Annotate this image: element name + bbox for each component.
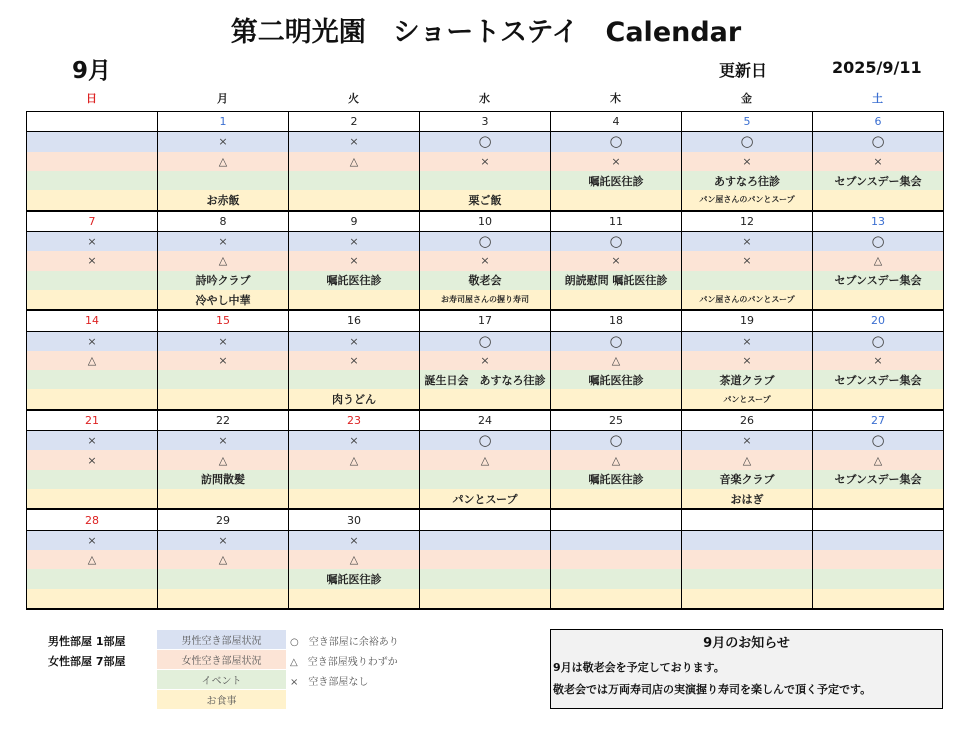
day-cell xyxy=(813,411,944,511)
male-vacancy-status xyxy=(27,132,157,151)
day-cell xyxy=(27,212,158,312)
female-vacancy-status: × xyxy=(551,152,681,171)
day-event: 嘱託医往診 xyxy=(551,370,681,389)
male-vacancy-status: × xyxy=(27,332,157,351)
day-date xyxy=(682,510,812,530)
male-vacancy-status: × xyxy=(289,332,419,351)
day-date xyxy=(27,112,157,132)
day-event: 朗読慰問 嘱託医往診 xyxy=(551,271,681,290)
female-vacancy-status xyxy=(420,550,550,569)
day-cell xyxy=(420,212,551,312)
day-date: 4 xyxy=(551,112,681,132)
day-date: 19 xyxy=(682,311,812,331)
day-date: 14 xyxy=(27,311,157,331)
day-date: 9 xyxy=(289,212,419,232)
legend-event: イベント xyxy=(157,670,286,689)
day-meal xyxy=(551,290,681,309)
male-vacancy-status: × xyxy=(27,531,157,550)
female-vacancy-status: △ xyxy=(813,450,943,469)
day-cell xyxy=(551,112,682,212)
day-meal xyxy=(289,290,419,309)
day-meal xyxy=(27,290,157,309)
vacancy-symbol: ○ xyxy=(609,132,623,151)
male-vacancy-status: × xyxy=(158,531,288,550)
day-event: 嘱託医往診 xyxy=(551,470,681,489)
day-event: 音楽クラブ xyxy=(682,470,812,489)
female-vacancy-status: × xyxy=(27,450,157,469)
female-vacancy-status: △ xyxy=(289,152,419,171)
female-vacancy-status: × xyxy=(420,152,550,171)
day-event xyxy=(420,569,550,588)
male-vacancy-status: × xyxy=(27,431,157,450)
day-meal xyxy=(420,389,550,408)
day-meal xyxy=(158,489,288,508)
female-vacancy-status: × xyxy=(551,251,681,270)
day-cell xyxy=(289,112,420,212)
day-meal xyxy=(551,389,681,408)
female-vacancy-status xyxy=(813,550,943,569)
updated-label: 更新日 xyxy=(719,61,768,80)
male-vacancy-status: × xyxy=(158,132,288,151)
day-event: セブンスデー集会 xyxy=(813,271,943,290)
day-meal xyxy=(158,589,288,608)
day-event xyxy=(27,271,157,290)
day-cell xyxy=(551,510,682,610)
female-vacancy-status: × xyxy=(289,351,419,370)
legend-meal: お食事 xyxy=(157,690,286,709)
female-vacancy-status: × xyxy=(27,251,157,270)
day-meal xyxy=(813,589,943,608)
male-vacancy-status: × xyxy=(289,132,419,151)
day-cell xyxy=(27,112,158,212)
male-vacancy-status: × xyxy=(289,431,419,450)
female-vacancy-status: × xyxy=(682,251,812,270)
day-date: 28 xyxy=(27,510,157,530)
day-meal xyxy=(420,589,550,608)
day-cell xyxy=(158,510,289,610)
week-row xyxy=(27,212,944,312)
male-vacancy-status xyxy=(420,531,550,550)
day-cell xyxy=(813,311,944,411)
day-meal xyxy=(289,589,419,608)
day-meal: パン屋さんのパンとスープ xyxy=(682,190,812,209)
day-date: 10 xyxy=(420,212,550,232)
day-cell xyxy=(27,311,158,411)
day-event: 嘱託医往診 xyxy=(289,271,419,290)
day-date: 11 xyxy=(551,212,681,232)
female-vacancy-status xyxy=(682,550,812,569)
female-vacancy-status: × xyxy=(813,351,943,370)
day-event xyxy=(289,370,419,389)
day-date: 25 xyxy=(551,411,681,431)
day-cell xyxy=(289,311,420,411)
day-meal xyxy=(813,489,943,508)
male-vacancy-status: × xyxy=(158,431,288,450)
female-vacancy-status: △ xyxy=(27,351,157,370)
day-cell xyxy=(682,112,813,212)
female-vacancy-status: △ xyxy=(813,251,943,270)
female-vacancy-status: △ xyxy=(551,450,681,469)
male-vacancy-status xyxy=(682,531,812,550)
legend-symbol-few: △ 空き部屋残りわずか xyxy=(290,657,398,668)
day-date: 3 xyxy=(420,112,550,132)
week-row xyxy=(27,112,944,212)
day-date: 26 xyxy=(682,411,812,431)
male-vacancy-status: × xyxy=(27,232,157,251)
legend-symbol-none: × 空き部屋なし xyxy=(290,677,369,688)
day-event xyxy=(813,569,943,588)
day-event xyxy=(158,569,288,588)
day-event xyxy=(27,569,157,588)
legend-symbol-available: ○ 空き部屋に余裕あり xyxy=(290,637,399,648)
male-vacancy-status xyxy=(682,132,812,151)
day-meal xyxy=(289,489,419,508)
vacancy-symbol: ○ xyxy=(478,331,492,350)
day-date: 1 xyxy=(158,112,288,132)
male-vacancy-status xyxy=(551,431,681,450)
day-event xyxy=(27,171,157,190)
female-vacancy-status xyxy=(27,152,157,171)
day-cell xyxy=(158,112,289,212)
day-date: 12 xyxy=(682,212,812,232)
day-event: 詩吟クラブ xyxy=(158,271,288,290)
day-event xyxy=(420,470,550,489)
female-vacancy-status: × xyxy=(420,351,550,370)
day-date: 29 xyxy=(158,510,288,530)
weekday-sat: 土 xyxy=(872,92,883,105)
day-meal xyxy=(289,190,419,209)
female-vacancy-status: △ xyxy=(289,550,419,569)
male-vacancy-status xyxy=(813,531,943,550)
day-date: 20 xyxy=(813,311,943,331)
day-event xyxy=(551,569,681,588)
day-meal xyxy=(551,190,681,209)
day-date xyxy=(420,510,550,530)
day-date: 22 xyxy=(158,411,288,431)
female-vacancy-status: △ xyxy=(551,351,681,370)
day-event xyxy=(158,171,288,190)
day-cell xyxy=(682,510,813,610)
day-date: 21 xyxy=(27,411,157,431)
day-cell xyxy=(813,212,944,312)
male-room-count: 男性部屋 1部屋 xyxy=(48,635,126,648)
notice-title: 9月のお知らせ xyxy=(703,636,790,651)
day-meal xyxy=(27,389,157,408)
day-date: 16 xyxy=(289,311,419,331)
weekday-sun: 日 xyxy=(86,92,97,105)
vacancy-symbol: ○ xyxy=(609,331,623,350)
male-vacancy-status: × xyxy=(682,431,812,450)
weekday-mon: 月 xyxy=(217,92,228,105)
day-event xyxy=(420,171,550,190)
day-cell xyxy=(682,212,813,312)
male-vacancy-status: × xyxy=(289,531,419,550)
day-meal: お赤飯 xyxy=(158,190,288,209)
female-vacancy-status: △ xyxy=(27,550,157,569)
day-cell xyxy=(158,212,289,312)
day-meal xyxy=(813,190,943,209)
female-vacancy-status: × xyxy=(158,351,288,370)
vacancy-symbol: ○ xyxy=(609,232,623,251)
day-cell xyxy=(27,510,158,610)
day-event xyxy=(289,470,419,489)
male-vacancy-status xyxy=(813,132,943,151)
female-vacancy-status: △ xyxy=(158,152,288,171)
day-cell xyxy=(289,510,420,610)
vacancy-symbol: ○ xyxy=(609,431,623,450)
vacancy-symbol: ○ xyxy=(478,431,492,450)
vacancy-symbol: ○ xyxy=(478,232,492,251)
male-vacancy-status xyxy=(551,132,681,151)
day-event: あすなろ往診 xyxy=(682,171,812,190)
legend-male-status: 男性空き部屋状況 xyxy=(157,630,286,649)
month-label: 9月 xyxy=(72,58,112,84)
day-event: セブンスデー集会 xyxy=(813,370,943,389)
day-meal: 冷やし中華 xyxy=(158,290,288,309)
male-vacancy-status xyxy=(420,431,550,450)
day-date: 15 xyxy=(158,311,288,331)
day-event xyxy=(289,171,419,190)
day-cell xyxy=(289,212,420,312)
day-event: 嘱託医往診 xyxy=(289,569,419,588)
day-date: 6 xyxy=(813,112,943,132)
male-vacancy-status xyxy=(813,232,943,251)
female-vacancy-status: × xyxy=(289,251,419,270)
week-row xyxy=(27,411,944,511)
weekday-fri: 金 xyxy=(741,92,752,105)
weekday-tue: 火 xyxy=(348,92,359,105)
day-date: 2 xyxy=(289,112,419,132)
vacancy-symbol: ○ xyxy=(871,132,885,151)
calendar-title: 第二明光園 ショートステイ Calendar xyxy=(230,17,742,48)
female-vacancy-status xyxy=(551,550,681,569)
male-vacancy-status: × xyxy=(289,232,419,251)
male-vacancy-status xyxy=(813,431,943,450)
male-vacancy-status xyxy=(420,132,550,151)
day-meal: パンとスープ xyxy=(420,489,550,508)
day-cell xyxy=(682,311,813,411)
day-event: 嘱託医往診 xyxy=(551,171,681,190)
day-cell xyxy=(551,311,682,411)
day-cell xyxy=(420,112,551,212)
male-vacancy-status xyxy=(420,232,550,251)
day-cell xyxy=(420,510,551,610)
day-meal xyxy=(813,389,943,408)
day-event: 訪問散髪 xyxy=(158,470,288,489)
female-vacancy-status: × xyxy=(682,152,812,171)
day-cell xyxy=(420,311,551,411)
day-meal xyxy=(682,589,812,608)
day-meal: お寿司屋さんの握り寿司 xyxy=(420,290,550,309)
female-vacancy-status: △ xyxy=(420,450,550,469)
day-date: 24 xyxy=(420,411,550,431)
day-cell xyxy=(682,411,813,511)
vacancy-symbol: ○ xyxy=(740,132,754,151)
weekday-thu: 木 xyxy=(610,92,621,105)
day-meal xyxy=(27,589,157,608)
day-date: 13 xyxy=(813,212,943,232)
day-event: 誕生日会 あすなろ往診 xyxy=(420,370,550,389)
day-event: 茶道クラブ xyxy=(682,370,812,389)
male-vacancy-status xyxy=(420,332,550,351)
female-vacancy-status: △ xyxy=(289,450,419,469)
female-vacancy-status: × xyxy=(682,351,812,370)
day-meal: 栗ご飯 xyxy=(420,190,550,209)
day-event: セブンスデー集会 xyxy=(813,171,943,190)
week-row xyxy=(27,311,944,411)
day-meal: 肉うどん xyxy=(289,389,419,408)
legend-female-status: 女性空き部屋状況 xyxy=(157,650,286,669)
day-cell xyxy=(813,112,944,212)
notice-line: 9月は敬老会を予定しております。 xyxy=(553,661,725,674)
day-event: セブンスデー集会 xyxy=(813,470,943,489)
day-event: 敬老会 xyxy=(420,271,550,290)
vacancy-symbol: ○ xyxy=(871,431,885,450)
weekday-header xyxy=(26,90,944,108)
day-meal xyxy=(158,389,288,408)
day-cell xyxy=(551,212,682,312)
day-date: 18 xyxy=(551,311,681,331)
vacancy-symbol: ○ xyxy=(871,331,885,350)
female-vacancy-status: × xyxy=(420,251,550,270)
day-event xyxy=(27,470,157,489)
day-date: 17 xyxy=(420,311,550,331)
male-vacancy-status: × xyxy=(158,332,288,351)
day-event xyxy=(682,569,812,588)
male-vacancy-status xyxy=(551,531,681,550)
day-date: 8 xyxy=(158,212,288,232)
vacancy-symbol: ○ xyxy=(478,132,492,151)
female-vacancy-status: × xyxy=(813,152,943,171)
day-meal: パン屋さんのパンとスープ xyxy=(682,290,812,309)
weekday-wed: 水 xyxy=(479,92,490,105)
male-vacancy-status: × xyxy=(682,232,812,251)
notice-box xyxy=(550,629,943,709)
day-cell xyxy=(551,411,682,511)
male-vacancy-status xyxy=(551,332,681,351)
day-cell xyxy=(289,411,420,511)
updated-date: 2025/9/11 xyxy=(832,58,922,77)
day-meal xyxy=(551,489,681,508)
day-meal xyxy=(813,290,943,309)
male-vacancy-status: × xyxy=(158,232,288,251)
day-cell xyxy=(420,411,551,511)
male-vacancy-status xyxy=(813,332,943,351)
male-vacancy-status xyxy=(551,232,681,251)
day-meal xyxy=(27,489,157,508)
day-meal xyxy=(551,589,681,608)
day-meal: パンとスープ xyxy=(682,389,812,408)
day-date: 30 xyxy=(289,510,419,530)
vacancy-symbol: ○ xyxy=(871,232,885,251)
day-event xyxy=(158,370,288,389)
female-vacancy-status: △ xyxy=(158,450,288,469)
week-row xyxy=(27,510,944,610)
day-event xyxy=(27,370,157,389)
day-meal: おはぎ xyxy=(682,489,812,508)
male-vacancy-status: × xyxy=(682,332,812,351)
female-vacancy-status: △ xyxy=(682,450,812,469)
calendar-grid xyxy=(26,111,944,610)
day-event xyxy=(682,271,812,290)
day-date xyxy=(813,510,943,530)
female-vacancy-status: △ xyxy=(158,550,288,569)
day-date: 7 xyxy=(27,212,157,232)
day-cell xyxy=(158,411,289,511)
day-date: 23 xyxy=(289,411,419,431)
female-room-count: 女性部屋 7部屋 xyxy=(48,655,126,668)
day-cell xyxy=(27,411,158,511)
notice-line: 敬老会では万両寿司店の実演握り寿司を楽しんで頂く予定です。 xyxy=(553,683,872,696)
day-meal xyxy=(27,190,157,209)
day-date: 27 xyxy=(813,411,943,431)
day-cell xyxy=(158,311,289,411)
female-vacancy-status: △ xyxy=(158,251,288,270)
day-date: 5 xyxy=(682,112,812,132)
day-date xyxy=(551,510,681,530)
day-cell xyxy=(813,510,944,610)
